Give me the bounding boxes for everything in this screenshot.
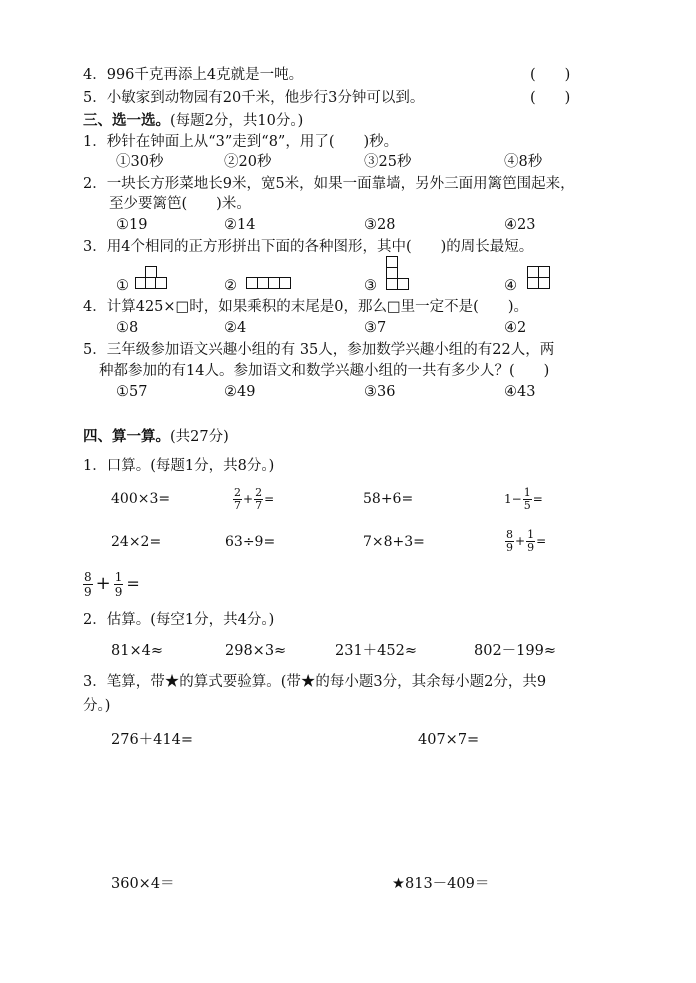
q1-option-3[interactable]: ③25秒 xyxy=(364,154,412,170)
fraction: $\frac{1}{9}$ xyxy=(114,569,123,599)
section-4-heading xyxy=(83,428,229,446)
q4-option-4[interactable]: ④2 xyxy=(504,320,527,336)
answer-paren-4[interactable]: ( ) xyxy=(530,67,571,83)
choice-question-2-line-1: 2．一块长方形菜地长9米，宽5米，如果一面靠墙，另外三面用篱笆围起来， xyxy=(83,176,575,192)
estimate-item-3: 231＋452≈ xyxy=(335,643,418,659)
oral-calc-5: 24×2= xyxy=(111,534,162,550)
written-calc-title-line-2: 分。) xyxy=(83,698,111,714)
q2-option-2[interactable]: ②14 xyxy=(224,217,256,233)
fraction: $\frac{1}{5}$ xyxy=(523,485,531,512)
q1-option-4[interactable]: ④8秒 xyxy=(504,154,543,170)
oral-calc-6: 63÷9= xyxy=(225,534,276,550)
choice-question-5-line-1: 5．三年级参加语文兴趣小组的有 35人，参加数学兴趣小组的有22人，两 xyxy=(83,342,555,358)
oral-calc-2: $\frac{2}{7}$ + $\frac{2}{7}$ = xyxy=(234,485,275,512)
q4-option-1[interactable]: ①8 xyxy=(116,320,139,336)
q3-label-3[interactable]: ③ xyxy=(364,278,377,294)
q5-option-1[interactable]: ①57 xyxy=(116,384,148,400)
q5-option-3[interactable]: ③36 xyxy=(364,384,396,400)
q3-label-2[interactable]: ② xyxy=(224,278,237,294)
oral-calc-3: 58+6= xyxy=(363,491,414,507)
estimate-title: 2．估算。(每空1分，共4分。) xyxy=(83,612,275,628)
oral-calc-8: $\frac{8}{9}$ + $\frac{1}{9}$ = xyxy=(506,527,547,554)
oral-calc-7: 7×8+3= xyxy=(363,534,425,550)
shape-l-tetromino-icon xyxy=(386,256,416,290)
q3-label-4[interactable]: ④ xyxy=(504,278,517,294)
q2-option-3[interactable]: ③28 xyxy=(364,217,396,233)
answer-paren-5[interactable]: ( ) xyxy=(530,90,571,106)
written-calc-4: ★813－409＝ xyxy=(392,876,490,892)
choice-question-3: 3．用4个相同的正方形拼出下面的各种图形，其中( )的周长最短。 xyxy=(83,239,534,255)
fraction: $\frac{1}{9}$ xyxy=(527,527,535,554)
oral-calc-title: 1．口算。(每题1分，共8分。) xyxy=(83,458,275,474)
section-4-note: (共27分) xyxy=(170,429,229,445)
q4-option-3[interactable]: ③7 xyxy=(364,320,387,336)
shape-l-tromino-plus-icon xyxy=(135,266,175,290)
written-calc-3: 360×4＝ xyxy=(111,876,175,892)
fraction: $\frac{8}{9}$ xyxy=(84,569,92,599)
q3-label-1[interactable]: ① xyxy=(116,278,129,294)
section-3-note: (每题2分，共10分。) xyxy=(170,113,304,129)
fraction: $\frac{8}{9}$ xyxy=(506,527,513,554)
choice-question-1: 1．秒针在钟面上从“3”走到“8”，用了( )秒。 xyxy=(83,134,399,150)
oral-calc-1: 400×3= xyxy=(111,491,171,507)
q1-option-2[interactable]: ②20秒 xyxy=(224,154,272,170)
written-calc-2: 407×7= xyxy=(418,732,480,748)
judge-question-5: 5．小敏家到动物园有20千米，他步行3分钟可以到。 xyxy=(83,90,425,106)
estimate-item-2: 298×3≈ xyxy=(225,643,287,659)
choice-question-5-line-2: 种都参加的有14人。参加语文和数学兴趣小组的一共有多少人？( ) xyxy=(99,363,550,379)
q5-option-2[interactable]: ②49 xyxy=(224,384,256,400)
oral-calc-4: 1− $\frac{1}{5}$ = xyxy=(504,485,543,512)
estimate-item-4: 802－199≈ xyxy=(474,643,557,659)
choice-question-4: 4．计算425×□时，如果乘积的末尾是0，那么□里一定不是( )。 xyxy=(83,299,528,315)
fraction: $\frac{2}{7}$ xyxy=(255,485,263,512)
judge-question-4: 4．996千克再添上4克就是一吨。 xyxy=(83,67,304,83)
estimate-item-1: 81×4≈ xyxy=(111,643,163,659)
written-calc-1: 276＋414= xyxy=(111,732,194,748)
q5-option-4[interactable]: ④43 xyxy=(504,384,536,400)
shape-row-of-four-icon xyxy=(246,277,296,289)
shape-square-2x2-icon xyxy=(527,266,551,290)
written-calc-title-line-1: 3．笔算，带★的算式要验算。(带★的每小题3分，其余每小题2分，共9 xyxy=(83,674,547,690)
q2-option-4[interactable]: ④23 xyxy=(504,217,536,233)
q4-option-2[interactable]: ②4 xyxy=(224,320,247,336)
fraction: $\frac{2}{7}$ xyxy=(234,485,241,512)
choice-question-2-line-2: 至少要篱笆( )米。 xyxy=(109,196,251,212)
section-3-heading xyxy=(83,112,303,130)
section-3-title: 三、选一选。 xyxy=(83,112,170,129)
extra-fraction-expression: $\frac{8}{9}$ + $\frac{1}{9}$ = xyxy=(84,569,140,599)
section-4-title: 四、算一算。 xyxy=(83,428,170,445)
q1-option-1[interactable]: ①30秒 xyxy=(116,154,164,170)
q2-option-1[interactable]: ①19 xyxy=(116,217,148,233)
